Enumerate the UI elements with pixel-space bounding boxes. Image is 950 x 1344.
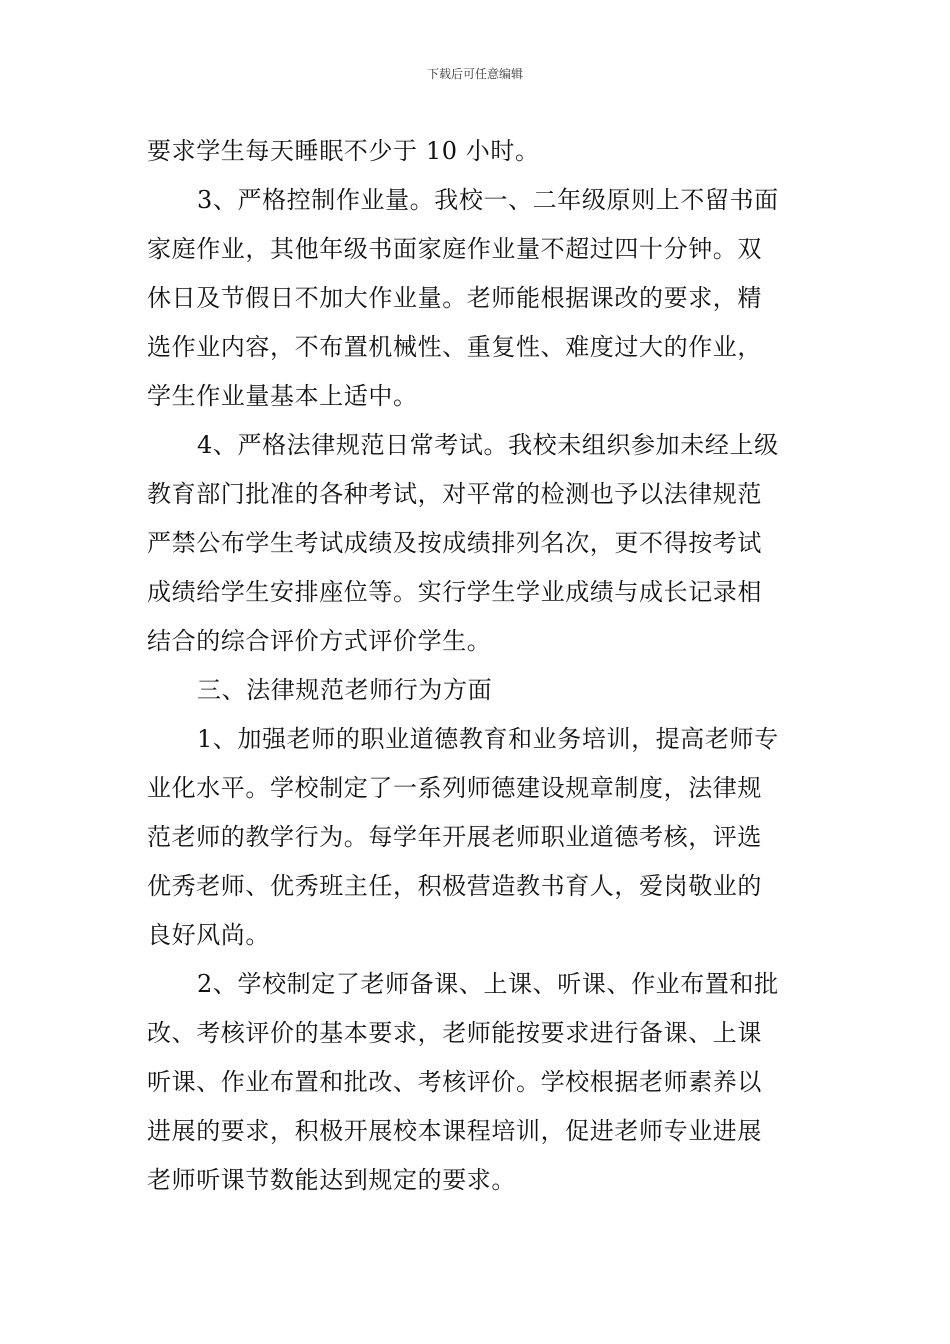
- page-header: 下载后可任意编辑: [426, 67, 523, 81]
- text-line: 严禁公布学生考试成绩及按成绩排列名次，更不得按考试: [147, 529, 762, 557]
- text-line: 教育部门批准的各种考试，对平常的检测也予以法律规范: [147, 480, 762, 508]
- text-line: 业化水平。学校制定了一系列师德建设规章制度，法律规: [147, 774, 762, 802]
- text-line: 进展的要求，积极开展校本课程培训，促进老师专业进展: [147, 1117, 762, 1145]
- paragraph-start-line: 2、学校制定了老师备课、上课、听课、作业布置和批: [197, 970, 779, 998]
- text-line: 休日及节假日不加大作业量。老师能根据课改的要求，精: [147, 284, 762, 312]
- text-line: 结合的综合评价方式评价学生。: [147, 627, 492, 655]
- paragraph-start-line: 3、严格控制作业量。我校一、二年级原则上不留书面: [197, 186, 779, 214]
- text-line: 范老师的教学行为。每学年开展老师职业道德考核，评选: [147, 823, 762, 851]
- text-line: 改、考核评价的基本要求，老师能按要求进行备课、上课: [147, 1019, 762, 1047]
- text-line: 家庭作业，其他年级书面家庭作业量不超过四十分钟。双: [147, 235, 762, 263]
- text-line: 学生作业量基本上适中。: [147, 382, 418, 410]
- text-line: 优秀老师、优秀班主任，积极营造教书育人，爱岗敬业的: [147, 872, 762, 900]
- text-line: 良好风尚。: [147, 921, 270, 949]
- section-heading: 三、法律规范老师行为方面: [197, 676, 493, 704]
- paragraph-start-line: 1、加强老师的职业道德教育和业务培训，提高老师专: [197, 725, 779, 753]
- text-line: 老师听课节数能达到规定的要求。: [147, 1166, 516, 1194]
- text-line: 要求学生每天睡眠不少于 10 小时。: [147, 137, 540, 165]
- text-line: 成绩给学生安排座位等。实行学生学业成绩与成长记录相: [147, 578, 762, 606]
- paragraph-start-line: 4、严格法律规范日常考试。我校未组织参加未经上级: [197, 431, 779, 459]
- text-line: 选作业内容，不布置机械性、重复性、难度过大的作业，: [147, 333, 762, 361]
- document-body: [147, 127, 809, 1205]
- text-line: 听课、作业布置和批改、考核评价。学校根据老师素养以: [147, 1068, 762, 1096]
